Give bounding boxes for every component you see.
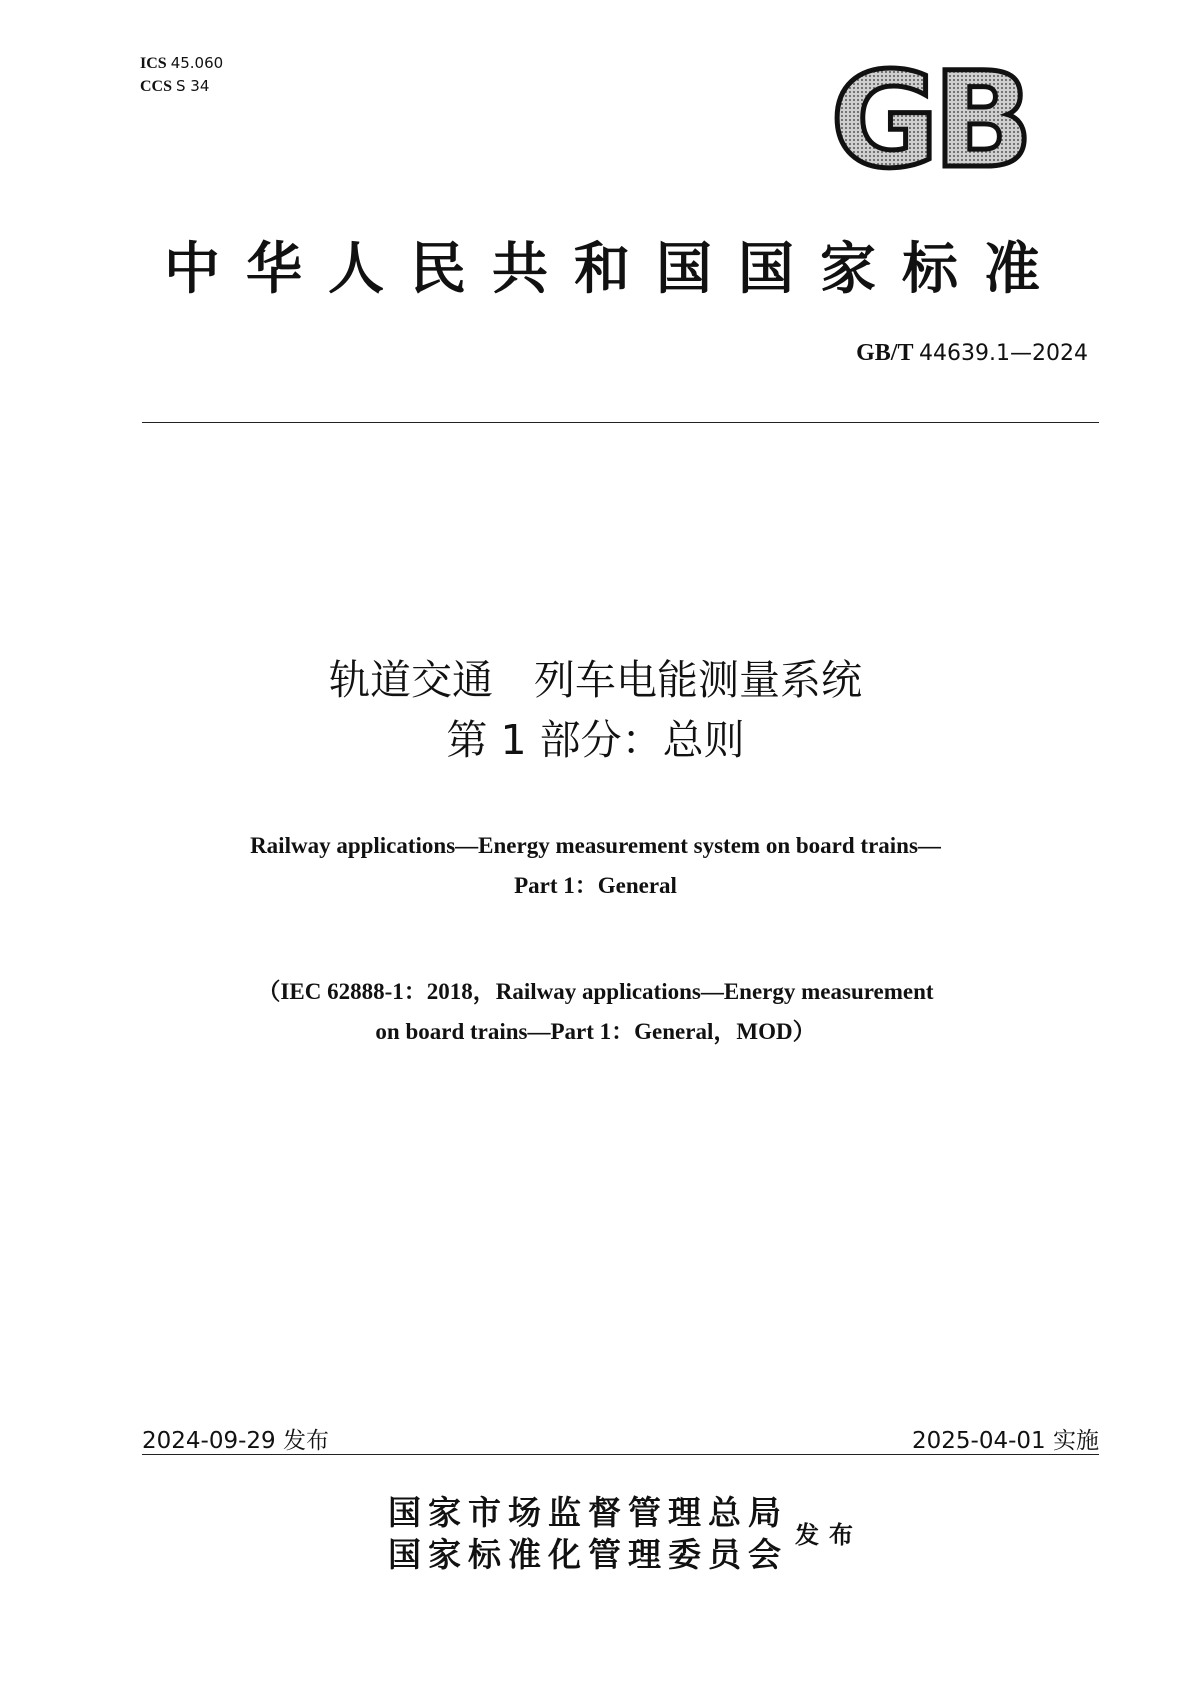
- issuer-sac: 国家标准化管理委员会: [388, 1535, 788, 1574]
- header-divider: [142, 422, 1099, 423]
- ics-label: ICS: [140, 55, 167, 72]
- chinese-title-line-2: 第 1 部分：总则: [446, 716, 745, 764]
- footer-divider: [142, 1454, 1099, 1455]
- ccs-label: CCS: [140, 78, 173, 95]
- chinese-title: [0, 650, 1191, 770]
- implementation-date: 2025-04-01 实施: [912, 1428, 1099, 1454]
- ics-code: [140, 52, 223, 75]
- adoption-note-line-1: （IEC 62888-1：2018，Railway applications—Energy measurement: [257, 979, 934, 1004]
- national-standard-title: 中华人民共和国国家标准: [164, 236, 1066, 302]
- classification-codes: [140, 52, 223, 98]
- english-title: [0, 826, 1191, 906]
- issuer-samr: 国家市场监督管理总局: [388, 1493, 788, 1532]
- adoption-note-line-2: on board trains—Part 1：General，MOD）: [375, 1019, 816, 1044]
- gb-logo: [812, 58, 1047, 178]
- publish-date: 2024-09-29 发布: [142, 1428, 329, 1454]
- ccs-code: [140, 75, 223, 98]
- chinese-title-line-1: 轨道交通 列车电能测量系统: [329, 656, 862, 704]
- standard-prefix: GB/T: [856, 340, 914, 366]
- ccs-value: S 34: [176, 77, 210, 95]
- gb-logo-graphic: [812, 58, 1047, 178]
- english-title-line-1: Railway applications—Energy measurement system on board trains—: [250, 833, 941, 858]
- english-title-line-2: Part 1：General: [514, 873, 677, 898]
- ics-value: 45.060: [170, 54, 224, 72]
- standard-number-value: 44639.1—2024: [919, 341, 1088, 366]
- issuing-organizations: [388, 1492, 788, 1576]
- gb-logo-letters: GB: [830, 58, 1028, 178]
- adoption-note: [0, 972, 1191, 1052]
- issue-action: 发布: [795, 1520, 863, 1549]
- standard-number: [856, 340, 1088, 367]
